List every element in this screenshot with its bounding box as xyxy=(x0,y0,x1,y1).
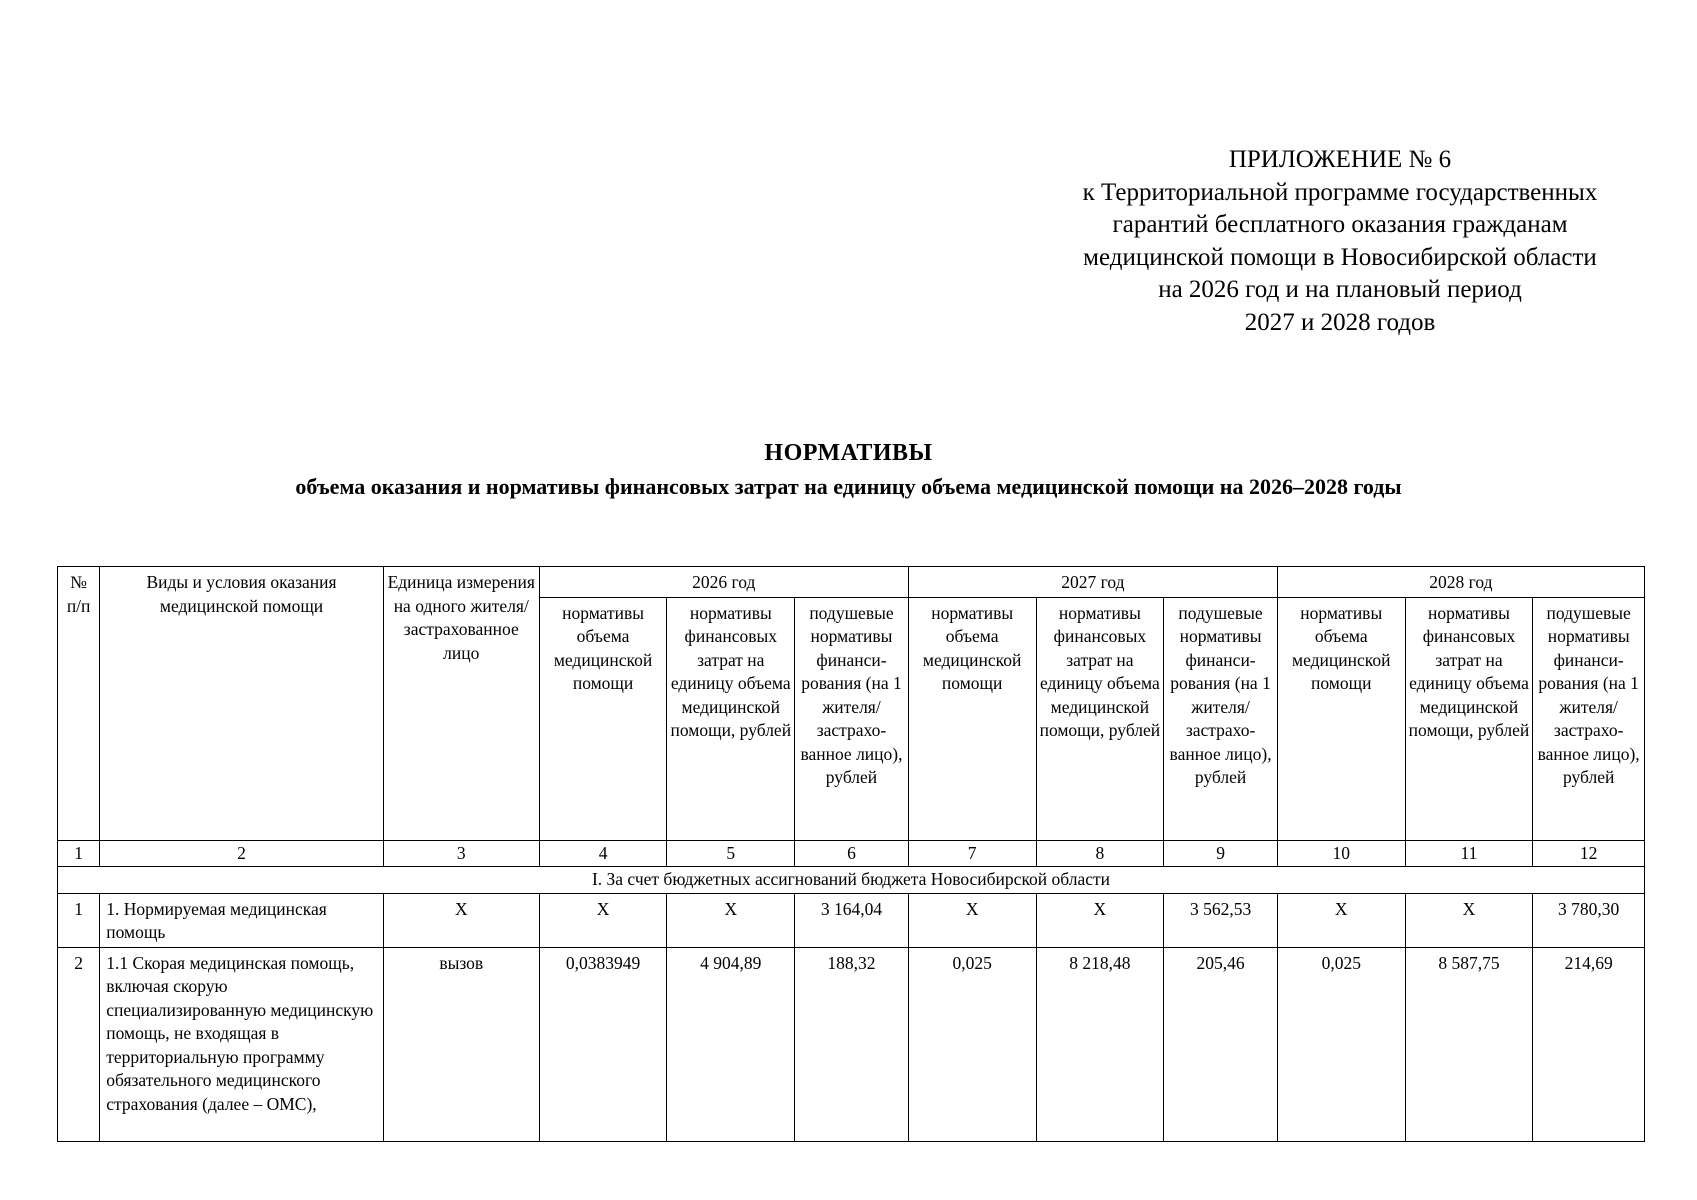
column-number: 12 xyxy=(1533,840,1645,867)
cell-2027-percapita: 3 562,53 xyxy=(1164,893,1278,947)
cell-2027-volume: Х xyxy=(908,893,1036,947)
cell-2026-volume: Х xyxy=(539,893,667,947)
header-percapita: подушевые нормативы финанси-рования (на 1 жителя/ застрахо-ванное лицо), рублей xyxy=(795,597,909,840)
appendix-title: ПРИЛОЖЕНИЕ № 6 xyxy=(1228,146,1452,173)
cell-2027-percapita: 205,46 xyxy=(1164,947,1278,1141)
column-number: 5 xyxy=(667,840,795,867)
header-cost: нормативы финансовых затрат на единицу объема медицинской помощи, рублей xyxy=(1405,597,1533,840)
appendix-line: к Территориальной программе государственных xyxy=(1082,178,1598,206)
header-percapita: подушевые нормативы финанси-рования (на 1 жителя/ застрахо-ванное лицо), рублей xyxy=(1533,597,1645,840)
cell-2026-volume: 0,0383949 xyxy=(539,947,667,1141)
column-number: 3 xyxy=(383,840,539,867)
column-number: 2 xyxy=(100,840,384,867)
header-year-2028: 2028 год xyxy=(1277,567,1644,598)
row-kind: 1. Нормируемая медицинская помощь xyxy=(100,893,384,947)
section-row xyxy=(58,867,1645,894)
header-cost: нормативы финансовых затрат на единицу объема медицинской помощи, рублей xyxy=(667,597,795,840)
cell-2028-cost: Х xyxy=(1405,893,1533,947)
header-volume: нормативы объема медицинской помощи xyxy=(908,597,1036,840)
header-year-2027: 2027 год xyxy=(908,567,1277,598)
cell-2026-cost: 4 904,89 xyxy=(667,947,795,1141)
header-num: № п/п xyxy=(58,567,100,841)
header-percapita: подушевые нормативы финанси-рования (на 1 жителя/ застрахо-ванное лицо), рублей xyxy=(1164,597,1278,840)
header-volume: нормативы объема медицинской помощи xyxy=(539,597,667,840)
cell-2028-percapita: 214,69 xyxy=(1533,947,1645,1141)
cell-2028-percapita: 3 780,30 xyxy=(1533,893,1645,947)
cell-2026-percapita: 188,32 xyxy=(795,947,909,1141)
norms-table xyxy=(57,566,1645,1142)
header-cost: нормативы финансовых затрат на единицу объема медицинской помощи, рублей xyxy=(1036,597,1164,840)
document-subtitle: объема оказания и нормативы финансовых затрат на единицу объема медицинской помощи на 2026–2028 годы xyxy=(295,474,1402,499)
header-volume: нормативы объема медицинской помощи xyxy=(1277,597,1405,840)
header-row-years xyxy=(58,567,1645,598)
row-unit: Х xyxy=(383,893,539,947)
column-number: 7 xyxy=(908,840,1036,867)
row-number: 2 xyxy=(58,947,100,1141)
column-number: 9 xyxy=(1164,840,1278,867)
row-number: 1 xyxy=(58,893,100,947)
header-unit: Единица измерения на одного жителя/ застрахованное лицо xyxy=(383,567,539,841)
column-number: 4 xyxy=(539,840,667,867)
cell-2026-percapita: 3 164,04 xyxy=(795,893,909,947)
column-number: 11 xyxy=(1405,840,1533,867)
cell-2028-volume: 0,025 xyxy=(1277,947,1405,1141)
cell-2027-cost: Х xyxy=(1036,893,1164,947)
column-number: 1 xyxy=(58,840,100,867)
document-title: НОРМАТИВЫ xyxy=(764,440,933,466)
header-kind: Виды и условия оказания медицинской помощи xyxy=(100,567,384,841)
appendix-line: 2027 и 2028 годов xyxy=(1244,308,1436,336)
cell-2026-cost: Х xyxy=(667,893,795,947)
document-heading xyxy=(0,436,1697,504)
appendix-line: гарантий бесплатного оказания гражданам xyxy=(1112,211,1568,238)
cell-2027-volume: 0,025 xyxy=(908,947,1036,1141)
row-unit: вызов xyxy=(383,947,539,1141)
column-number: 6 xyxy=(795,840,909,867)
table-row xyxy=(58,947,1645,1141)
appendix-line: на 2026 год и на плановый период xyxy=(1158,276,1522,303)
appendix-block xyxy=(1040,144,1640,339)
row-kind: 1.1 Скорая медицинская помощь, включая скорую специализированную медицинскую помощь, не входящая в территориальную программу обязательного медицинского страхования (далее – ОМС), xyxy=(100,947,384,1141)
cell-2028-cost: 8 587,75 xyxy=(1405,947,1533,1141)
cell-2027-cost: 8 218,48 xyxy=(1036,947,1164,1141)
column-number: 10 xyxy=(1277,840,1405,867)
cell-2028-volume: Х xyxy=(1277,893,1405,947)
header-year-2026: 2026 год xyxy=(539,567,908,598)
column-number-row xyxy=(58,840,1645,867)
section-title: I. За счет бюджетных ассигнований бюджета Новосибирской области xyxy=(58,867,1645,894)
appendix-line: медицинской помощи в Новосибирской области xyxy=(1083,243,1597,271)
column-number: 8 xyxy=(1036,840,1164,867)
table-row xyxy=(58,893,1645,947)
